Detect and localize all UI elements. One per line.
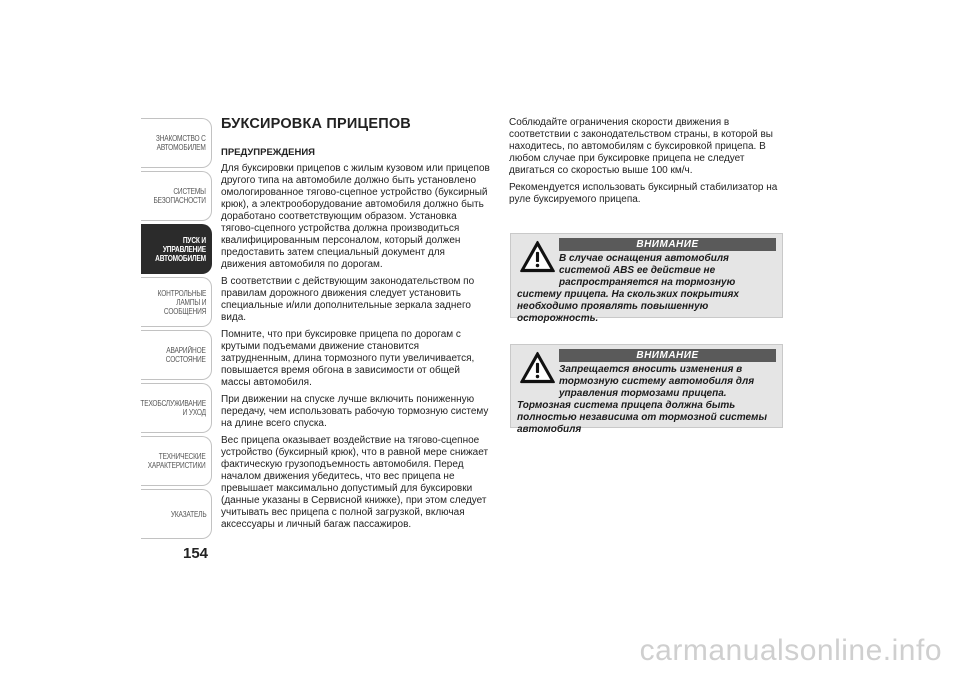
section-tabs xyxy=(141,118,212,542)
tab-label: УКАЗАТЕЛЬ xyxy=(170,509,206,519)
tab-getting-to-know-car[interactable] xyxy=(141,118,212,168)
warning-triangle-icon xyxy=(519,240,556,273)
tab-warning-lights-messages[interactable] xyxy=(141,277,212,327)
watermark: carmanualsonline.info xyxy=(639,634,942,667)
warning-text: В случае оснащения автомобиля системой ABS ее действие не распространяется на тормозную систему прицепа. На скользких покрытиях необходимо проявлять повышенную осторожность. xyxy=(517,253,739,324)
tab-label: ПУСК И УПРАВЛЕНИЕ АВТОМОБИЛЕМ xyxy=(155,235,206,263)
section-subtitle: ПРЕДУПРЕЖДЕНИЯ xyxy=(221,147,316,158)
tab-label: ТЕХОБСЛУЖИВАНИЕ И УХОД xyxy=(140,399,206,417)
tab-index[interactable] xyxy=(141,489,212,539)
paragraph: При движении на спуске лучше включить пониженную передачу, чем использовать рабочую тормозную систему на длине всего спуска. xyxy=(221,394,489,429)
warning-box xyxy=(510,233,783,324)
paragraph: Помните, что при буксировке прицепа по дорогам с крутыми подъемами движение становится затрудненным, длина тормозного пути увеличивается, повышается время обгона в зависимости от общей массы автомобиля. xyxy=(221,329,475,388)
tab-label: СИСТЕМЫ БЕЗОПАСНОСТИ xyxy=(153,187,206,205)
paragraph: Рекомендуется использовать буксирный стабилизатор на руле буксируемого прицепа. xyxy=(509,182,778,205)
warning-heading: ВНИМАНИЕ xyxy=(559,238,776,251)
tab-maintenance-care[interactable] xyxy=(141,383,212,433)
tab-label: ТЕХНИЧЕСКИЕ ХАРАКТЕРИСТИКИ xyxy=(148,452,206,470)
warning-box xyxy=(510,344,783,435)
tab-label: АВАРИЙНОЕ СОСТОЯНИЕ xyxy=(166,346,206,364)
paragraph: Вес прицепа оказывает воздействие на тягово-сцепное устройство (буксирный крюк), что в равной мере снижает фактическую грузоподъемность автомобиля. Перед началом движения убедитесь, что вес прицепа не превышает максимально допустимый для буксировки (данные указаны в Сервисной книжке), при этом следует учитывать вес прицепа с полной загрузкой, включая аксессуары и личный багаж пассажиров. xyxy=(221,435,489,530)
tab-emergency[interactable] xyxy=(141,330,212,380)
warning-text: Запрещается вносить изменения в тормозную систему автомобиля для управления тормозами прицепа. Тормозная система прицепа должна быть полностью независима от тормозной системы автомобиля xyxy=(517,364,767,435)
tab-label: ЗНАКОМСТВО С АВТОМОБИЛЕМ xyxy=(156,134,206,152)
tab-technical-specs[interactable] xyxy=(141,436,212,486)
paragraph: В соответствии с действующим законодательством по правилам дорожного движения следует установить специальные и/или дополнительные зеркала заднего вида. xyxy=(221,276,475,323)
warning-triangle-icon xyxy=(519,351,556,384)
tab-starting-driving[interactable] xyxy=(141,224,212,274)
paragraph: Соблюдайте ограничения скорости движения в соответствии с законодательством страны, в которой вы находитесь, по автомобилям с буксировкой прицепа. В любом случае при буксировке прицепа не следует двигаться со скоростью выше 100 км/ч. xyxy=(509,117,773,176)
tab-safety-systems[interactable] xyxy=(141,171,212,221)
page-title: БУКСИРОВКА ПРИЦЕПОВ xyxy=(221,116,411,132)
tab-label: КОНТРОЛЬНЫЕ ЛАМПЫ И СООБЩЕНИЯ xyxy=(157,288,206,316)
paragraph: Для буксировки прицепов с жилым кузовом или прицепов другого типа на автомобиле должно быть установлено омологированное тягово-сцепное устройство (буксирный крюк), а электрооборудование автомобиля должно быть доработано соответствующим образом. Установка тягово-сцепного устройства должна производиться квалифицированным персоналом, который должен предоставить затем специальный документ для движения автомобиля по дорогам. xyxy=(221,163,490,270)
left-column xyxy=(221,116,491,536)
page-number: 154 xyxy=(183,545,209,562)
warning-heading: ВНИМАНИЕ xyxy=(559,349,776,362)
right-column xyxy=(509,117,779,211)
